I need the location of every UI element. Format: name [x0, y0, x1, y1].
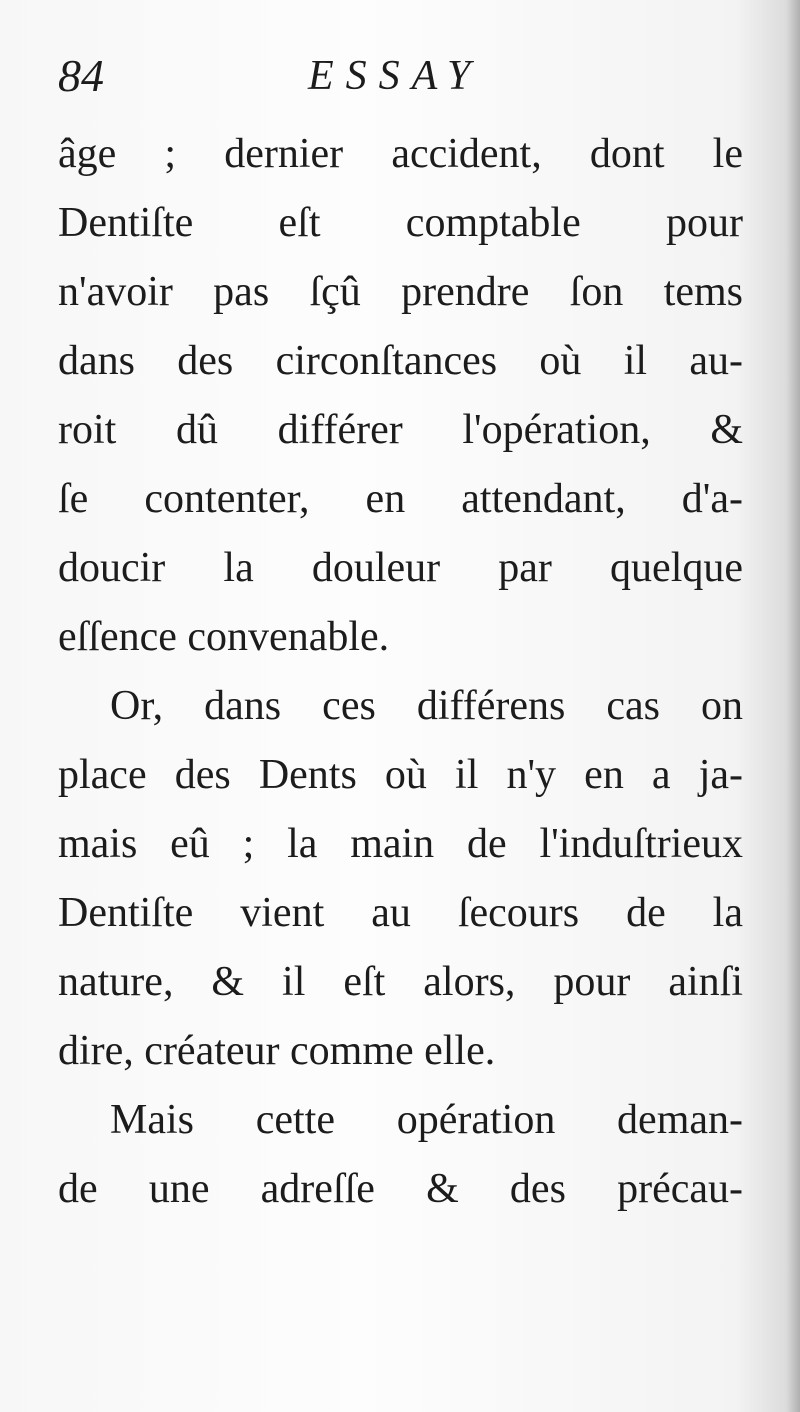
paragraph-1	[58, 120, 743, 672]
page-number: 84	[58, 50, 104, 101]
text-line: ſe contenter, en attendant, d'a-	[58, 476, 743, 522]
text-line: doucir la douleur par quelque	[58, 545, 743, 591]
text-line: eſſence convenable.	[58, 614, 390, 660]
text-line: Dentiſte vient au ſecours de la	[58, 890, 743, 936]
text-line: dire, créateur comme elle.	[58, 1028, 496, 1074]
text-line: n'avoir pas ſçû prendre ſon tems	[58, 269, 743, 315]
text-line: nature, & il eſt alors, pour ainſi	[58, 959, 743, 1005]
paragraph-3	[58, 1086, 743, 1224]
body-text	[58, 120, 743, 1224]
text-line: Or, dans ces différens cas on	[110, 683, 743, 729]
text-line: roit dû différer l'opération, &	[58, 407, 743, 453]
text-line: mais eû ; la main de l'induſtrieux	[58, 821, 743, 867]
text-line: âge ; dernier accident, dont le	[58, 131, 743, 177]
page-gutter-shadow	[786, 0, 800, 1412]
text-line: place des Dents où il n'y en a ja-	[58, 752, 743, 798]
page-header	[58, 48, 748, 104]
running-head: ESSAY	[308, 53, 483, 99]
text-line: Dentiſte eſt comptable pour	[58, 200, 743, 246]
text-line: de une adreſſe & des précau-	[58, 1166, 743, 1212]
paragraph-2	[58, 672, 743, 1086]
text-line: dans des circonſtances où il au-	[58, 338, 743, 384]
text-line: Mais cette opération deman-	[110, 1097, 743, 1143]
